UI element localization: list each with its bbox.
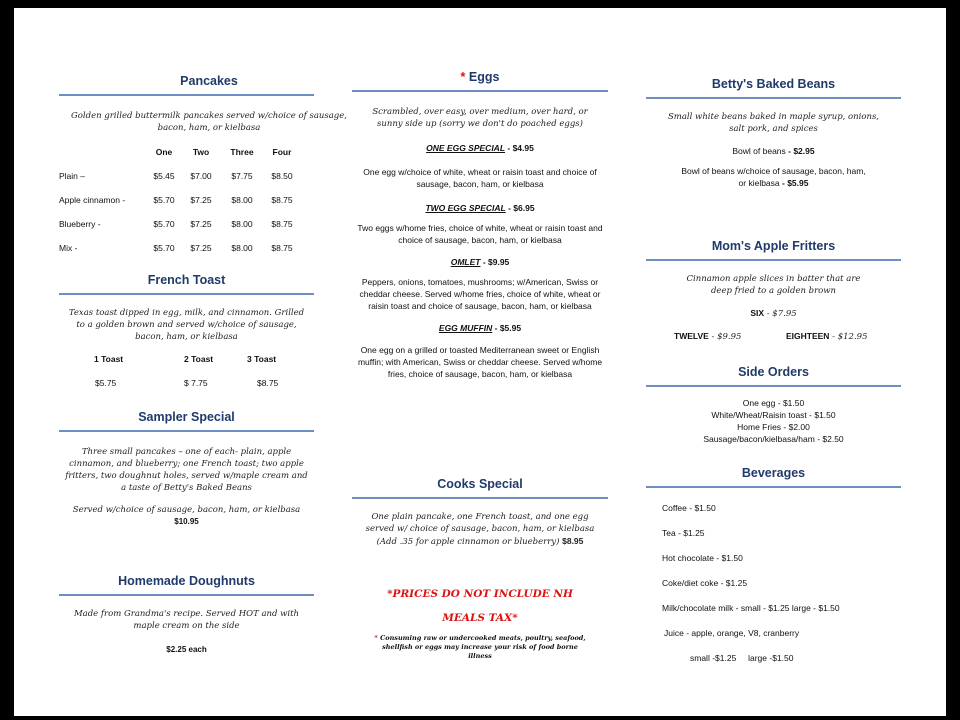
fritters-six-price: - $7.95: [764, 309, 797, 319]
beans-heading: Betty's Baked Beans: [711, 77, 836, 91]
egg-item-title: [352, 202, 608, 214]
pancake-name: Plain –: [59, 171, 85, 181]
beans-bowl-meat-line2: [646, 177, 901, 189]
pancake-price: $7.25: [190, 219, 212, 229]
fritters-eighteen-price: - $12.95: [829, 332, 868, 342]
cooks-description: [352, 511, 608, 548]
beverage-item: Hot chocolate - $1.50: [662, 553, 743, 563]
menu-column-middle: [352, 8, 608, 716]
side-item: Home Fries - $2.00: [737, 422, 810, 432]
egg-item-title: [352, 256, 608, 268]
doughnuts-description: Made from Grandma's recipe. Served HOT and with maple cream on the side: [73, 609, 300, 631]
beverage-item: small -$1.25 large -$1.50: [690, 653, 794, 663]
eggs-title: Eggs: [468, 70, 500, 84]
egg-item-name: EGG MUFFIN: [438, 323, 493, 333]
sides-rule: [646, 385, 901, 387]
eggs-description: Scrambled, over easy, over medium, over hard, or sunny side up (sorry we don't do poached eggs): [372, 107, 588, 129]
doughnuts-rule: [59, 594, 314, 596]
french-toast-price: $ 7.75: [184, 378, 208, 388]
cooks-desc-text: One plain pancake, one French toast, and one egg served w/ choice of sausage, bacon, ham, or kielbasa (Add .35 for apple cinnamon or blueberry): [365, 512, 595, 547]
sampler-served: Served w/choice of sausage, bacon, ham, or kielbasa: [72, 505, 301, 515]
pancake-row: [59, 212, 301, 236]
beverage-item: Milk/chocolate milk - small - $1.25 large - $1.50: [662, 603, 840, 613]
egg-item-price: - $6.95: [505, 203, 535, 213]
egg-item-description: Two eggs w/home fries, choice of white, wheat or raisin toast and choice of sausage, bacon, ham, or kielbasa: [357, 223, 603, 245]
sampler-description: Three small pancakes – one of each- plain, apple cinnamon, and blueberry; one French toast; two apple fritters, two doughnut holes, served w/maple cream and a taste of Betty's Baked Beans: [65, 447, 308, 493]
pancake-price: $7.75: [231, 171, 253, 181]
cooks-section: [352, 477, 608, 548]
pancakes-section: [59, 74, 359, 260]
pancake-price: $8.75: [271, 195, 293, 205]
consumption-star: *: [374, 634, 378, 642]
pancakes-col-header: Four: [272, 147, 292, 157]
pancakes-heading: Pancakes: [180, 74, 238, 88]
sides-section: [646, 365, 901, 445]
doughnuts-heading: Homemade Doughnuts: [118, 574, 255, 588]
egg-item-title: [352, 142, 608, 154]
beans-rule: [646, 97, 901, 99]
beverages-heading: Beverages: [741, 466, 806, 480]
fritters-heading: Mom's Apple Fritters: [711, 239, 836, 253]
pancake-price: $7.00: [190, 171, 212, 181]
fritters-larger: [646, 330, 901, 344]
pancake-price: $5.70: [153, 195, 175, 205]
tax-notice-line2: MEALS TAX*: [442, 612, 518, 624]
sampler-heading: Sampler Special: [138, 410, 235, 424]
french-toast-col-header: 1 Toast: [94, 354, 124, 364]
beverage-item: Juice - apple, orange, V8, cranberry: [664, 628, 800, 638]
pancake-price: $5.45: [153, 171, 175, 181]
egg-item-title: [352, 322, 608, 334]
egg-item-name: TWO EGG SPECIAL: [425, 203, 506, 213]
fritters-section: [646, 239, 901, 344]
notice-section: [352, 588, 608, 661]
beverages-rule: [646, 486, 901, 488]
beans-bowl-price: - $2.95: [785, 146, 815, 156]
egg-item-description: One egg on a grilled or toasted Mediterranean sweet or English muffin; with American, Swiss or cheddar cheese. Served w/home fries, choice of sausage, bacon, ham, or kielbasa: [357, 345, 603, 379]
french-toast-price: $5.75: [95, 378, 117, 388]
french-toast-price: $8.75: [257, 378, 279, 388]
pancake-row: [59, 236, 301, 260]
side-item: One egg - $1.50: [742, 398, 805, 408]
consumption-warning: [352, 634, 608, 661]
side-item: Sausage/bacon/kielbasa/ham - $2.50: [703, 434, 844, 444]
pancake-name: Apple cinnamon -: [59, 195, 126, 205]
eggs-section: [352, 70, 608, 380]
fritters-six-label: SIX: [750, 308, 765, 318]
beans-description: Small white beans baked in maple syrup, onions, salt pork, and spices: [667, 112, 880, 134]
french-toast-headers: [59, 353, 314, 369]
pancake-price: $8.75: [271, 243, 293, 253]
beans-section: [646, 77, 901, 189]
fritters-twelve: [674, 330, 741, 343]
french-toast-prices: [59, 377, 314, 393]
beans-bowl: [646, 145, 901, 157]
pancake-price: $8.00: [231, 219, 253, 229]
menu-column-right: [646, 8, 901, 716]
french-toast-col-header: 2 Toast: [184, 354, 214, 364]
beans-bowl-meat-price: - $5.95: [779, 178, 809, 188]
pancake-price: $5.70: [153, 243, 175, 253]
eggs-heading: [352, 70, 608, 84]
eggs-rule: [352, 90, 608, 92]
cooks-rule: [352, 497, 608, 499]
beans-bowl-label: Bowl of beans: [732, 146, 786, 156]
pancake-price: $8.00: [231, 243, 253, 253]
beans-bowl-meat: Bowl of beans w/choice of sausage, bacon, ham,: [681, 166, 866, 176]
eggs-star: *: [460, 70, 466, 84]
beverage-item: Coffee - $1.50: [662, 503, 716, 513]
pancakes-col-header: One: [155, 147, 173, 157]
sampler-section: [59, 410, 314, 528]
cooks-price: $8.95: [562, 536, 584, 546]
cooks-heading: Cooks Special: [437, 477, 523, 491]
sides-heading: Side Orders: [738, 365, 809, 379]
pancakes-col-header: Three: [230, 147, 254, 157]
pancake-row: [59, 164, 301, 188]
pancake-row: [59, 188, 301, 212]
french-toast-description: Texas toast dipped in egg, milk, and cinnamon. Grilled to a golden brown and served w/choice of sausage, bacon, ham, or kielbasa: [68, 308, 305, 342]
pancakes-description: Golden grilled buttermilk pancakes served w/choice of sausage, bacon, ham, or kielbasa: [71, 111, 347, 133]
pancake-name: Mix -: [59, 243, 78, 253]
egg-item-description: One egg w/choice of white, wheat or raisin toast and choice of sausage, bacon, ham, or kielbasa: [363, 167, 597, 189]
egg-item-price: - $4.95: [505, 143, 534, 153]
fritters-twelve-price: - $9.95: [708, 332, 742, 342]
fritters-rule: [646, 259, 901, 261]
pancake-price: $7.25: [190, 243, 212, 253]
fritters-description: Cinnamon apple slices in batter that are deep fried to a golden brown: [686, 274, 861, 296]
pancake-price: $8.50: [271, 171, 293, 181]
doughnuts-price: $2.25 each: [166, 645, 207, 654]
french-toast-col-header: 3 Toast: [247, 354, 277, 364]
pancakes-price-table: [59, 140, 301, 260]
egg-item-name: OMLET: [450, 257, 481, 267]
tax-notice-line1: *PRICES DO NOT INCLUDE NH: [387, 588, 573, 600]
pancake-price: $7.25: [190, 195, 212, 205]
pancake-price: $5.70: [153, 219, 175, 229]
doughnuts-section: [59, 574, 314, 656]
french-toast-heading: French Toast: [147, 273, 226, 287]
pancake-price: $8.00: [231, 195, 253, 205]
beverage-item: Tea - $1.25: [662, 528, 705, 538]
side-item: White/Wheat/Raisin toast - $1.50: [711, 410, 836, 420]
pancakes-rule: [59, 94, 314, 96]
egg-item-price: - $9.95: [480, 257, 510, 267]
beverages-section: [646, 466, 901, 668]
fritters-eighteen: [786, 330, 867, 343]
french-toast-rule: [59, 293, 314, 295]
beverage-item: Coke/diet coke - $1.25: [662, 578, 748, 588]
pancake-name: Blueberry -: [59, 219, 101, 229]
french-toast-section: [59, 273, 314, 393]
egg-item-name: ONE EGG SPECIAL: [426, 143, 506, 153]
egg-item-description: Peppers, onions, tomatoes, mushrooms; w/American, Swiss or cheddar cheese. Served w/home fries, choice of white, wheat or raisin toast and choice of sausage, bacon, ham, or kielbasa: [359, 277, 601, 311]
beans-bowl-meat-label: or kielbasa: [738, 178, 780, 188]
fritters-six: [646, 307, 901, 320]
egg-item-price: - $5.95: [492, 323, 522, 333]
fritters-eighteen-label: EIGHTEEN: [786, 331, 830, 341]
fritters-twelve-label: TWELVE: [674, 331, 709, 341]
sampler-rule: [59, 430, 314, 432]
pancakes-col-header: Two: [192, 147, 210, 157]
consumption-text: Consuming raw or undercooked meats, poultry, seafood, shellfish or eggs may increase your risk of food borne illness: [380, 634, 586, 660]
sampler-price: $10.95: [174, 517, 199, 526]
menu-sheet: [14, 8, 946, 716]
pancake-price: $8.75: [271, 219, 293, 229]
menu-column-left: [59, 8, 359, 716]
